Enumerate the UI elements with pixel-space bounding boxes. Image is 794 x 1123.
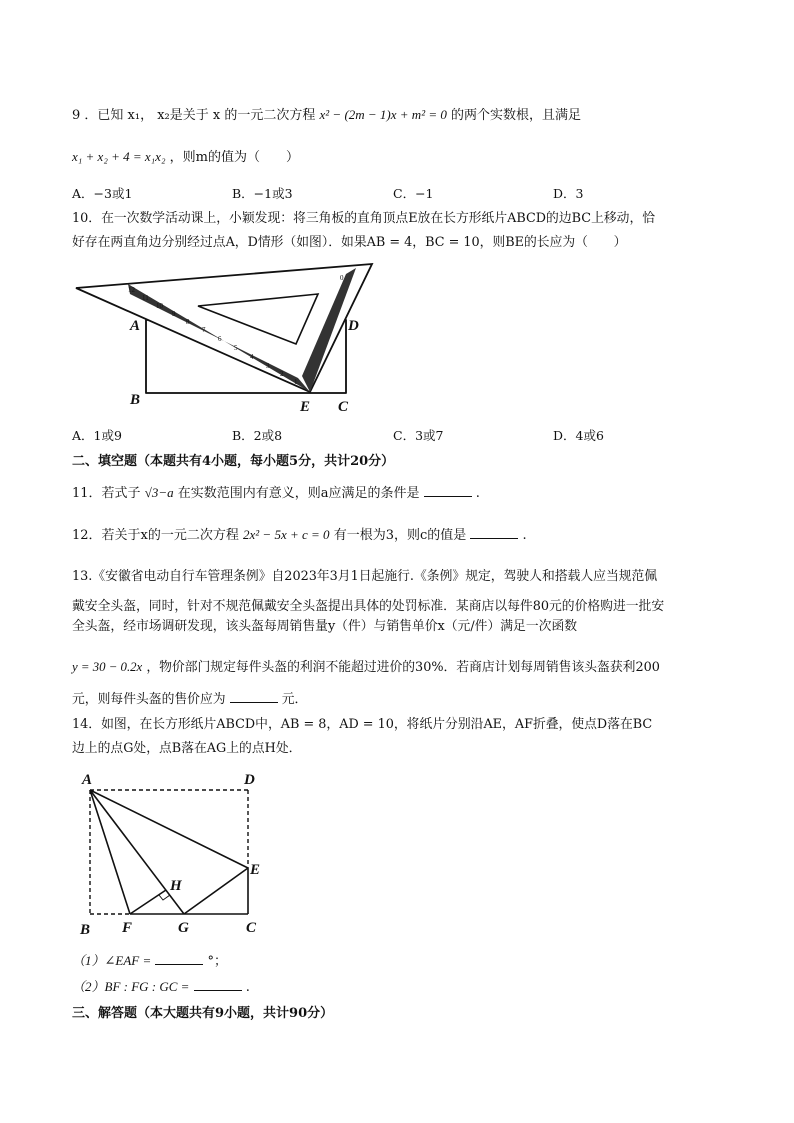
q13-answer-blank[interactable] (230, 690, 278, 703)
q14-part1-suffix: °； (207, 954, 228, 969)
label-c: C (246, 920, 257, 936)
tick-label: 9 (172, 310, 176, 318)
label-d: D (348, 318, 359, 334)
q14-line1: 14．如图，在长方形纸片ABCD中，AB = 8，AD = 10，将纸片分别沿AE，AF折叠，使点D落在BC (72, 717, 653, 732)
tick-label: 8 (186, 318, 190, 326)
q13-line1: 13.《安徽省电动自行车管理条例》自2023年3月1日起施行.《条例》规定，驾驶人和搭载人应当规范佩 (72, 569, 658, 584)
label-g: G (178, 920, 189, 936)
q13-line5 (72, 690, 307, 709)
q12-end: . (522, 528, 527, 543)
q14-figure (74, 766, 270, 942)
q13-prefix: 元，则每件头盔的售价应为 (72, 692, 226, 707)
q9-option-d: D．3 (553, 186, 584, 201)
label-e: E (300, 399, 311, 415)
q9-condition: x₁ + x₂ + 4 = x₁x₂ (72, 149, 166, 164)
label-b: B (130, 392, 141, 408)
q11 (72, 484, 480, 503)
q13-line4 (72, 658, 660, 677)
tick-label: 3 (266, 362, 270, 370)
q11-radical: √3−a (144, 485, 174, 500)
q9-option-a: A．−3或1 (72, 186, 133, 201)
label-e: E (250, 862, 261, 878)
q12-answer-blank[interactable] (470, 526, 518, 539)
q11-suffix: 在实数范围内有意义，则a应满足的条件是 (177, 486, 420, 501)
q14-part2-prefix: （2）BF : FG : GC = (72, 979, 190, 994)
q13-line3: 全头盔，经市场调研发现，该头盔每周销售量y（件）与销售单价x（元/件）满足一次函数 (72, 619, 578, 634)
q11-answer-blank[interactable] (424, 484, 472, 497)
label-f: F (122, 920, 133, 936)
q14-right-angle-h (159, 895, 170, 900)
q9-question: ，则m的值为（ ） (169, 150, 299, 165)
q14-part1-blank[interactable] (155, 952, 203, 965)
q10-option-b: B．2或8 (232, 428, 283, 443)
q12-equation: 2x² − 5x + c = 0 (243, 527, 330, 542)
q13-function: y = 30 − 0.2x (72, 660, 143, 674)
tick-label: 7 (202, 326, 206, 334)
q14-part2-suffix: . (245, 980, 250, 995)
label-a: A (82, 772, 93, 788)
tick-label: 12 (128, 286, 135, 294)
tick-label: 6 (218, 335, 222, 343)
q9-line2 (72, 148, 299, 167)
q9-equation: x² − (2m − 1)x + m² = 0 (319, 107, 447, 122)
section-2-heading: 二、填空题（本题共有4小题，每小题5分，共计20分） (72, 454, 395, 469)
q14-fold-ae (90, 790, 248, 868)
q10-figure (72, 258, 377, 420)
tick-label: 10 (156, 302, 163, 310)
q10-option-d: D．4或6 (553, 428, 604, 443)
q13-suffix: 元． (281, 692, 308, 707)
section-3-heading: 三、解答题（本大题共有9小题，共计90分） (72, 1006, 334, 1021)
q10-line1: 10．在一次数学活动课上，小颖发现：将三角板的直角顶点E放在长方形纸片ABCD的边BC上移动，恰 (72, 211, 656, 226)
tick-label: 0 (340, 274, 344, 282)
label-d: D (244, 772, 255, 788)
q14-part2 (72, 978, 250, 997)
label-a: A (130, 318, 141, 334)
q12-prefix: 12．若关于x的一元二次方程 (72, 528, 239, 543)
tick-label: 1 (294, 378, 298, 386)
q10-option-a: A．1或9 (72, 428, 122, 443)
q10-line2: 好存在两直角边分别经过点A，D情形（如图）．如果AB = 4，BC = 10，则BE的长应为（ ） (72, 235, 627, 250)
q12-suffix: 有一根为3，则c的值是 (333, 528, 467, 543)
q10-option-c: C．3或7 (393, 428, 444, 443)
q14-line-ge (184, 868, 248, 914)
label-c: C (338, 399, 349, 415)
q9-text: 9 ．已知 x₁， x₂是关于 x 的一元二次方程 (72, 108, 316, 123)
q13-line4-text: ，物价部门规定每件头盔的利润不能超过进价的30%．若商店计划每周销售该头盔获利200 (146, 660, 660, 675)
label-b: B (80, 922, 91, 938)
q9-option-b: B．−1或3 (232, 186, 293, 201)
q14-line-fh (130, 890, 166, 914)
label-h: H (170, 878, 182, 894)
q11-prefix: 11．若式子 (72, 486, 141, 501)
q14-part2-blank[interactable] (194, 978, 242, 991)
q14-part1-prefix: （1）∠EAF = (72, 953, 152, 968)
q13-line2: 戴安全头盔，同时，针对不规范佩戴安全头盔提出具体的处罚标准．某商店以每件80元的价格购进一批安 (72, 599, 665, 614)
q12 (72, 526, 527, 545)
tick-label: 11 (142, 294, 149, 302)
q14-fold-af (90, 790, 130, 914)
q14-line2: 边上的点G处，点B落在AG上的点H处． (72, 741, 302, 756)
q11-end: . (475, 486, 480, 501)
tick-label: 2 (280, 370, 284, 378)
tick-label: 4 (250, 353, 254, 361)
q9-text-suffix: 的两个实数根，且满足 (451, 108, 582, 123)
q9-line1 (72, 106, 581, 125)
q9-option-c: C．−1 (393, 186, 434, 201)
tick-label: 5 (234, 344, 238, 352)
q14-part1 (72, 952, 227, 971)
